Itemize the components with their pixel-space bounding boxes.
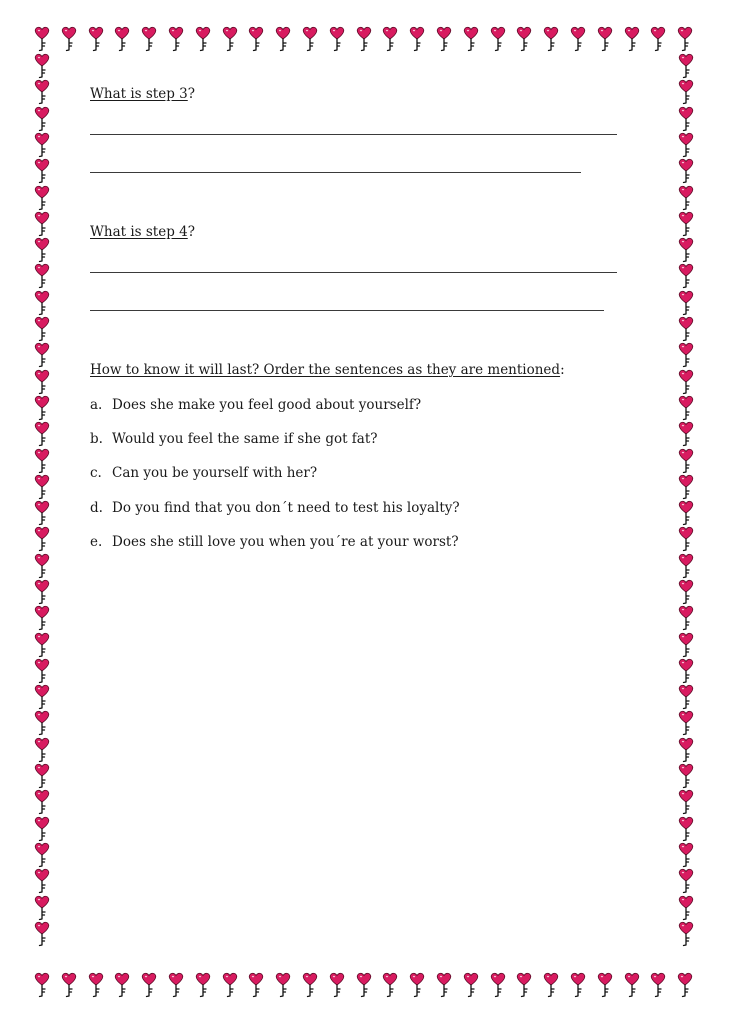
- list-item-letter: c.: [90, 465, 102, 481]
- heart-key-icon: [570, 26, 586, 52]
- heart-key-icon: [34, 789, 50, 815]
- heart-key-icon: [34, 342, 50, 368]
- heart-key-icon: [436, 26, 452, 52]
- heart-key-icon: [382, 972, 398, 998]
- heart-key-icon: [195, 26, 211, 52]
- step3-question: [90, 86, 195, 102]
- heart-key-icon: [34, 579, 50, 605]
- heart-key-icon: [61, 26, 77, 52]
- heart-key-icon: [222, 972, 238, 998]
- heart-key-icon: [678, 474, 694, 500]
- heart-key-icon: [34, 553, 50, 579]
- heart-key-icon: [34, 816, 50, 842]
- heart-key-icon: [678, 211, 694, 237]
- heart-key-icon: [34, 868, 50, 894]
- heart-key-icon: [678, 448, 694, 474]
- heart-key-icon: [678, 789, 694, 815]
- heart-key-icon: [356, 972, 372, 998]
- heart-key-icon: [141, 26, 157, 52]
- heart-key-icon: [678, 921, 694, 947]
- step3-question-mark: ?: [187, 86, 195, 102]
- heart-key-icon: [678, 605, 694, 631]
- list-item-letter: b.: [90, 431, 103, 447]
- heart-key-icon: [678, 526, 694, 552]
- heart-key-icon: [543, 972, 559, 998]
- heart-key-icon: [678, 237, 694, 263]
- heart-key-icon: [248, 26, 264, 52]
- heart-key-icon: [678, 263, 694, 289]
- heart-key-icon: [678, 158, 694, 184]
- heart-key-icon: [678, 79, 694, 105]
- heart-key-icon: [409, 26, 425, 52]
- list-item: [90, 534, 459, 550]
- heart-key-icon: [678, 632, 694, 658]
- step4-answer-line-2[interactable]: [90, 310, 604, 311]
- heart-key-icon: [34, 737, 50, 763]
- heart-key-icon: [624, 26, 640, 52]
- heart-key-icon: [677, 972, 693, 998]
- heart-key-icon: [34, 710, 50, 736]
- list-item-text: Would you feel the same if she got fat?: [112, 431, 378, 447]
- heart-key-icon: [61, 972, 77, 998]
- heart-key-icon: [34, 658, 50, 684]
- list-item: [90, 465, 317, 481]
- heart-key-icon: [678, 290, 694, 316]
- list-item: [90, 397, 421, 413]
- heart-key-icon: [678, 421, 694, 447]
- step4-answer-line-1[interactable]: [90, 272, 617, 273]
- heart-key-icon: [34, 211, 50, 237]
- heart-key-icon: [88, 26, 104, 52]
- heart-key-icon: [222, 26, 238, 52]
- heart-key-icon: [678, 763, 694, 789]
- heart-key-icon: [463, 972, 479, 998]
- list-item-letter: a.: [90, 397, 103, 413]
- heart-key-icon: [114, 972, 130, 998]
- heart-key-icon: [678, 132, 694, 158]
- heart-key-icon: [34, 158, 50, 184]
- heart-key-icon: [34, 921, 50, 947]
- heart-key-icon: [678, 553, 694, 579]
- heart-key-icon: [516, 26, 532, 52]
- heart-key-icon: [34, 290, 50, 316]
- heart-key-icon: [34, 79, 50, 105]
- heart-key-icon: [195, 972, 211, 998]
- step4-question-mark: ?: [187, 224, 195, 240]
- heart-key-icon: [34, 263, 50, 289]
- heart-key-icon: [302, 26, 318, 52]
- heart-key-icon: [114, 26, 130, 52]
- heart-key-icon: [678, 395, 694, 421]
- heart-key-icon: [34, 132, 50, 158]
- heart-key-icon: [34, 369, 50, 395]
- heart-key-icon: [34, 316, 50, 342]
- heart-key-icon: [678, 895, 694, 921]
- heart-key-icon: [678, 842, 694, 868]
- step3-answer-line-2[interactable]: [90, 172, 581, 173]
- heart-key-icon: [543, 26, 559, 52]
- last-question: [90, 362, 565, 378]
- heart-key-icon: [677, 26, 693, 52]
- heart-key-icon: [34, 500, 50, 526]
- heart-key-icon: [88, 972, 104, 998]
- heart-key-icon: [678, 342, 694, 368]
- heart-key-icon: [678, 53, 694, 79]
- heart-key-icon: [382, 26, 398, 52]
- heart-key-icon: [34, 53, 50, 79]
- heart-key-icon: [570, 972, 586, 998]
- heart-key-icon: [678, 579, 694, 605]
- heart-key-icon: [678, 737, 694, 763]
- heart-key-icon: [34, 106, 50, 132]
- list-item-text: Do you find that you don´t need to test his loyalty?: [112, 500, 460, 516]
- heart-key-icon: [597, 972, 613, 998]
- list-item: [90, 500, 460, 516]
- heart-key-icon: [34, 632, 50, 658]
- heart-key-icon: [463, 26, 479, 52]
- heart-key-icon: [34, 395, 50, 421]
- heart-key-icon: [436, 972, 452, 998]
- heart-key-icon: [34, 972, 50, 998]
- heart-key-icon: [678, 658, 694, 684]
- heart-key-icon: [141, 972, 157, 998]
- last-question-colon: :: [560, 362, 565, 378]
- heart-key-icon: [329, 972, 345, 998]
- heart-key-icon: [329, 26, 345, 52]
- heart-key-icon: [34, 895, 50, 921]
- heart-key-icon: [34, 237, 50, 263]
- heart-key-icon: [516, 972, 532, 998]
- list-item-text: Can you be yourself with her?: [112, 465, 318, 481]
- heart-key-icon: [168, 972, 184, 998]
- heart-key-icon: [275, 26, 291, 52]
- step3-answer-line-1[interactable]: [90, 134, 617, 135]
- heart-key-icon: [34, 185, 50, 211]
- heart-key-icon: [597, 26, 613, 52]
- heart-key-icon: [678, 316, 694, 342]
- heart-key-icon: [624, 972, 640, 998]
- heart-key-icon: [490, 972, 506, 998]
- heart-key-icon: [34, 26, 50, 52]
- heart-key-icon: [650, 972, 666, 998]
- heart-key-icon: [34, 763, 50, 789]
- heart-key-icon: [248, 972, 264, 998]
- list-item-text: Does she still love you when you´re at your worst?: [112, 534, 459, 550]
- heart-key-icon: [650, 26, 666, 52]
- last-question-text: How to know it will last? Order the sentences as they are mentioned: [90, 362, 561, 378]
- heart-key-icon: [34, 526, 50, 552]
- heart-key-icon: [678, 369, 694, 395]
- step4-question-text: What is step 4: [90, 224, 188, 240]
- heart-key-icon: [34, 605, 50, 631]
- heart-key-icon: [34, 684, 50, 710]
- heart-key-icon: [678, 816, 694, 842]
- heart-key-icon: [34, 421, 50, 447]
- heart-key-icon: [490, 26, 506, 52]
- list-item-letter: e.: [90, 534, 103, 550]
- list-item-letter: d.: [90, 500, 103, 516]
- heart-key-icon: [678, 710, 694, 736]
- heart-key-icon: [168, 26, 184, 52]
- heart-key-icon: [34, 842, 50, 868]
- heart-key-icon: [275, 972, 291, 998]
- heart-key-icon: [678, 868, 694, 894]
- list-item: [90, 431, 378, 447]
- heart-key-icon: [678, 684, 694, 710]
- heart-key-icon: [34, 448, 50, 474]
- list-item-text: Does she make you feel good about yourself?: [112, 397, 422, 413]
- step4-question: [90, 224, 195, 240]
- heart-key-icon: [356, 26, 372, 52]
- heart-key-icon: [34, 474, 50, 500]
- heart-key-icon: [409, 972, 425, 998]
- heart-key-icon: [678, 106, 694, 132]
- heart-key-icon: [302, 972, 318, 998]
- heart-key-icon: [678, 500, 694, 526]
- step3-question-text: What is step 3: [90, 86, 188, 102]
- heart-key-icon: [678, 185, 694, 211]
